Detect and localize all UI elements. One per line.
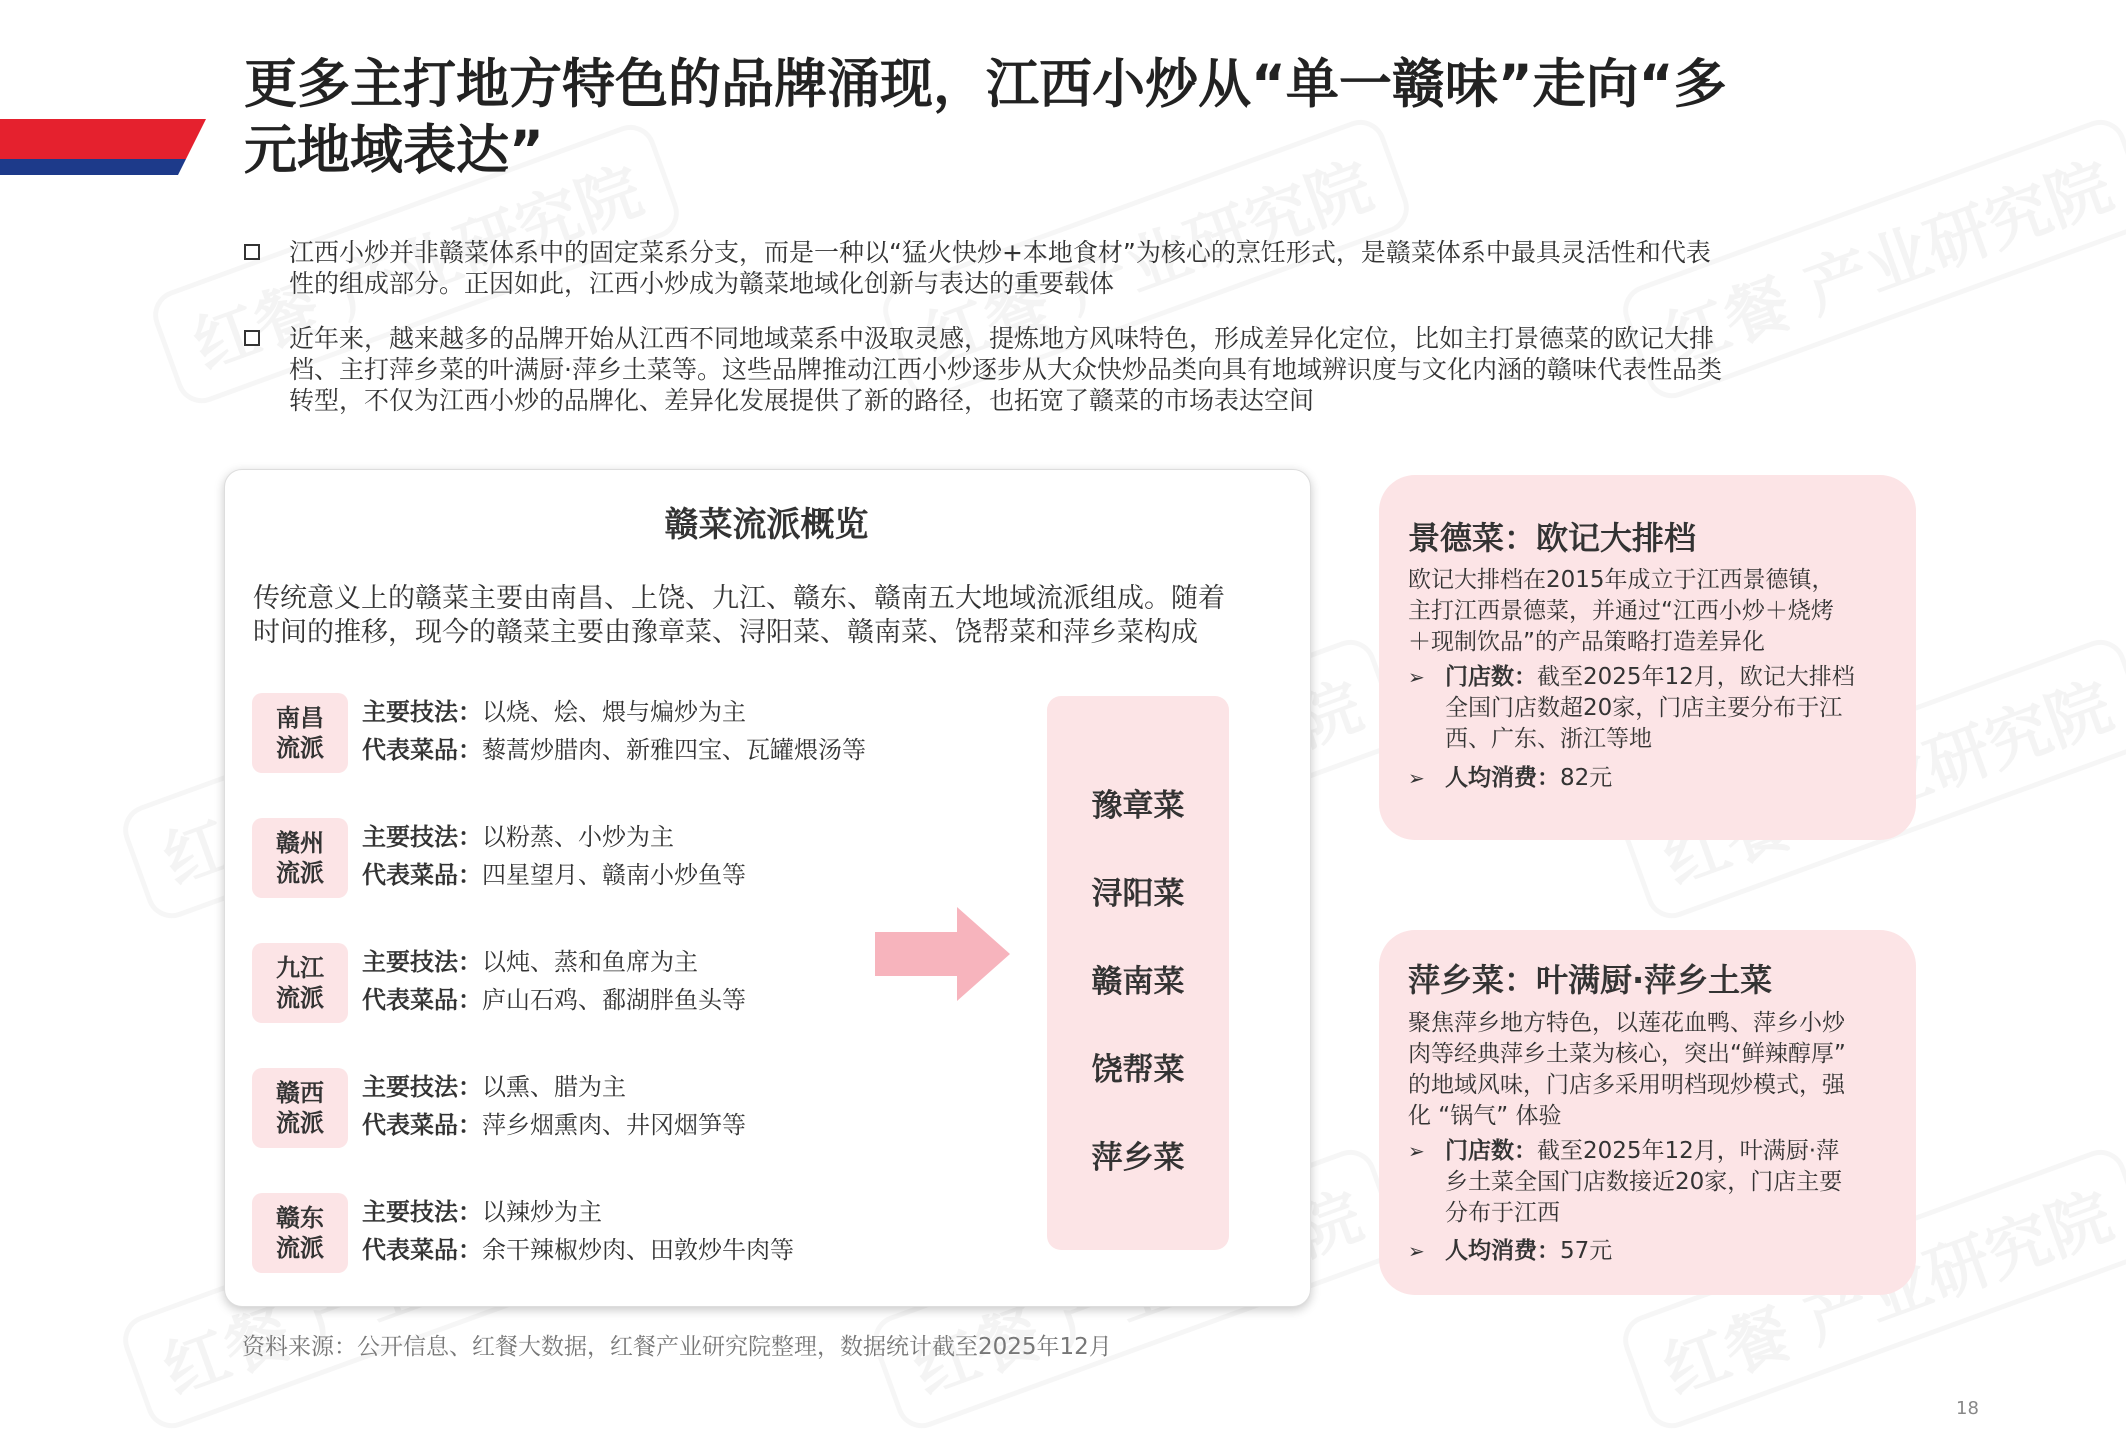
dish-label: 代表菜品：	[362, 861, 482, 889]
school-tag	[252, 693, 348, 773]
bullet-item	[244, 237, 1924, 299]
school-name: 赣西	[276, 1079, 324, 1107]
spend-value: 57元	[1560, 1238, 1613, 1264]
bullet-line: 江西小炒并非赣菜体系中的固定菜系分支，而是一种以“猛火快炒+本地食材”为核心的烹饪形式，是赣菜体系中最具灵活性和代表	[289, 238, 1711, 267]
dish-label: 代表菜品：	[362, 1111, 482, 1139]
school-technique	[362, 697, 746, 727]
school-name: 流派	[276, 859, 324, 887]
school-name: 流派	[276, 984, 324, 1012]
dish-label: 代表菜品：	[362, 736, 482, 764]
school-name: 流派	[276, 1109, 324, 1137]
dish-value: 四星望月、赣南小炒鱼等	[482, 861, 746, 889]
intro-line: 传统意义上的赣菜主要由南昌、上饶、九江、赣东、赣南五大地域流派组成。随着	[253, 583, 1225, 614]
dish-value: 余干辣椒炒肉、田敦炒牛肉等	[482, 1236, 794, 1264]
desc-line: 的地域风味，门店多采用明档现炒模式，强	[1408, 1072, 1845, 1098]
technique-value: 以炖、蒸和鱼席为主	[482, 948, 698, 976]
chevron-right-icon: ➢	[1408, 766, 1425, 790]
store-label: 门店数：	[1445, 664, 1537, 690]
chevron-right-icon: ➢	[1408, 1139, 1425, 1163]
brand-card-desc	[1408, 565, 1908, 658]
page-title	[244, 52, 1944, 184]
store-value: 西、广东、浙江等地	[1445, 726, 1652, 752]
modern-cuisine: 饶帮菜	[1091, 1052, 1185, 1088]
bullet-line: 档、主打萍乡菜的叶满厨·萍乡土菜等。这些品牌推动江西小炒逐步从大众快炒品类向具有地域辨识度与文化内涵的赣味代表性品类	[289, 355, 1722, 384]
technique-value: 以烧、烩、煨与煸炒为主	[482, 698, 746, 726]
modern-cuisine: 浔阳菜	[1091, 876, 1185, 912]
school-name: 九江	[276, 954, 324, 982]
source-note: 资料来源：公开信息、红餐大数据，红餐产业研究院整理，数据统计截至2025年12月	[242, 1334, 1112, 1360]
school-name: 南昌	[276, 704, 324, 732]
spend-label: 人均消费：	[1445, 1238, 1560, 1264]
overview-intro	[253, 582, 1293, 650]
bullet-line: 转型，不仅为江西小炒的品牌化、差异化发展提供了新的路径，也拓宽了赣菜的市场表达空间	[289, 386, 1315, 415]
school-tag	[252, 1193, 348, 1273]
school-dishes	[362, 1235, 794, 1265]
school-dishes	[362, 1110, 746, 1140]
bullet-line: 性的组成部分。正因如此，江西小炒成为赣菜地域化创新与表达的重要载体	[289, 269, 1115, 298]
desc-line: 化 “锅气” 体验	[1408, 1103, 1562, 1129]
spend-value: 82元	[1560, 765, 1613, 791]
overview-title: 赣菜流派概览	[664, 505, 869, 545]
right-arrow-icon	[875, 907, 1010, 1001]
page-number: 18	[1956, 1398, 1979, 1419]
technique-value: 以辣炒为主	[482, 1198, 602, 1226]
intro-line: 时间的推移，现今的赣菜主要由豫章菜、浔阳菜、赣南菜、饶帮菜和萍乡菜构成	[253, 617, 1198, 648]
school-name: 赣州	[276, 829, 324, 857]
store-value: 全国门店数超20家，门店主要分布于江	[1445, 695, 1843, 721]
dish-label: 代表菜品：	[362, 1236, 482, 1264]
desc-line: 肉等经典萍乡土菜为核心，突出“鲜辣醇厚”	[1408, 1041, 1846, 1067]
school-name: 流派	[276, 1234, 324, 1262]
technique-label: 主要技法：	[362, 1073, 482, 1101]
school-tag	[252, 1068, 348, 1148]
school-dishes	[362, 735, 866, 765]
page-title-line: 更多主打地方特色的品牌涌现，江西小炒从“单一赣味”走向“多	[244, 54, 1727, 115]
brand-stripe	[0, 119, 206, 175]
store-value: 截至2025年12月，欧记大排档	[1537, 664, 1855, 690]
dish-label: 代表菜品：	[362, 986, 482, 1014]
technique-label: 主要技法：	[362, 698, 482, 726]
chevron-right-icon: ➢	[1408, 1239, 1425, 1263]
desc-line: 主打江西景德菜，并通过“江西小炒＋烧烤	[1408, 598, 1834, 624]
store-value: 乡土菜全国门店数接近20家，门店主要	[1445, 1169, 1843, 1195]
school-tag	[252, 943, 348, 1023]
school-name: 流派	[276, 734, 324, 762]
school-technique	[362, 947, 698, 977]
desc-line: ＋现制饮品”的产品策略打造差异化	[1408, 629, 1765, 655]
square-outline-icon	[244, 244, 260, 260]
modern-cuisine: 豫章菜	[1091, 788, 1185, 824]
school-technique	[362, 1197, 602, 1227]
spend-label: 人均消费：	[1445, 765, 1560, 791]
brand-card-title: 景德菜：欧记大排档	[1408, 519, 1697, 557]
store-value: 分布于江西	[1445, 1200, 1560, 1226]
technique-label: 主要技法：	[362, 823, 482, 851]
brand-card-desc	[1408, 1008, 1913, 1132]
store-label: 门店数：	[1445, 1138, 1537, 1164]
modern-cuisine: 萍乡菜	[1091, 1140, 1185, 1176]
square-outline-icon	[244, 330, 260, 346]
bullet-line: 近年来，越来越多的品牌开始从江西不同地域菜系中汲取灵感，提炼地方风味特色，形成差异化定位，比如主打景德菜的欧记大排	[289, 324, 1715, 353]
school-dishes	[362, 985, 746, 1015]
technique-label: 主要技法：	[362, 948, 482, 976]
avg-spend	[1408, 763, 1908, 794]
brand-card-title: 萍乡菜：叶满厨·萍乡土菜	[1408, 961, 1773, 999]
dish-value: 庐山石鸡、鄱湖胖鱼头等	[482, 986, 746, 1014]
school-technique	[362, 822, 674, 852]
school-name: 赣东	[276, 1204, 324, 1232]
page-title-line: 元地域表达”	[244, 120, 544, 181]
bullet-item	[244, 323, 1924, 416]
avg-spend	[1408, 1236, 1913, 1267]
dish-value: 萍乡烟熏肉、井冈烟笋等	[482, 1111, 746, 1139]
store-count	[1408, 1136, 1913, 1229]
store-count	[1408, 662, 1908, 755]
school-technique	[362, 1072, 626, 1102]
chevron-right-icon: ➢	[1408, 665, 1425, 689]
store-value: 截至2025年12月，叶满厨·萍	[1537, 1138, 1840, 1164]
school-tag	[252, 818, 348, 898]
desc-line: 欧记大排档在2015年成立于江西景德镇，	[1408, 567, 1835, 593]
desc-line: 聚焦萍乡地方特色，以莲花血鸭、萍乡小炒	[1408, 1010, 1845, 1036]
technique-value: 以粉蒸、小炒为主	[482, 823, 674, 851]
modern-cuisine: 赣南菜	[1091, 964, 1185, 1000]
dish-value: 藜蒿炒腊肉、新雅四宝、瓦罐煨汤等	[482, 736, 866, 764]
technique-value: 以熏、腊为主	[482, 1073, 626, 1101]
school-dishes	[362, 860, 746, 890]
technique-label: 主要技法：	[362, 1198, 482, 1226]
